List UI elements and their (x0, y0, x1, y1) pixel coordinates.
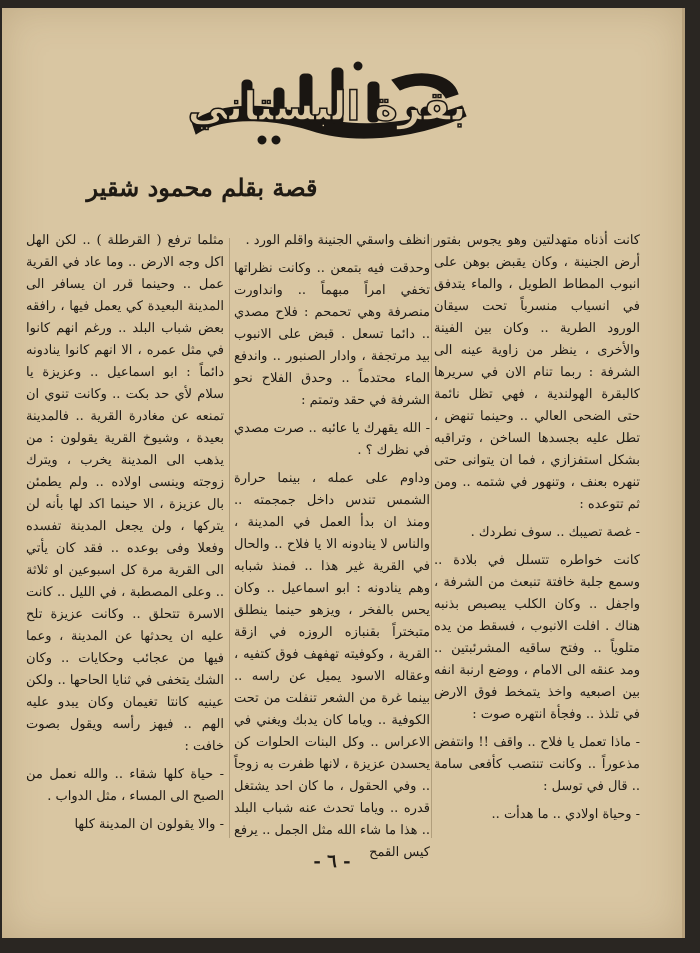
paragraph: وحدقت فيه بتمعن .. وكانت نظراتها تخفي امراً مبهماً .. وانداورت منصرفة وهي تحمحم : فلاح مصدي .. دائما تسعل . قبض على الانبوب بيد مرتجفة ، وادار الصنبور .. واندفع الماء محتدماً .. وحدق الفلاح نحو الشرفة في حقد وتمتم : (234, 261, 430, 408)
paragraph: - ماذا تعمل يا فلاح .. واقف !! وانتفض مذعوراً .. وكانت تنتصب كأفعى سامة .. قال في توسل : (434, 735, 640, 794)
text-column-left (26, 230, 224, 845)
paragraph: مثلما ترفع ( القرطلة ) .. لكن الهل اكل وجه الارض .. وما عاد في القرية عمل .. وحينما قرر ان يسافر الى المدينة البعيدة كي يعمل فيها ، رافقه بعض شباب البلد .. ورغم انهم كانوا في مثل عمره ، الا انهم كانوا ينادونه دائماً : ابو اسماعيل .. وعزيزة يا سلام لأي حد بكت .. وكانت تنوي ان تمنعه عن مغادرة القرية .. فالمدينة بعيدة ، وشيوخ القرية يقولون : من يذهب الى المدينة يخرب ، ويترك زوجته وينسى اولاده .. ولم يطمئن بال عزيزة ، الا حينما اكد لها بأنه لن يتركها ، ولن يجعل المدينة تفسده وفعلا وفى بوعده .. فقد كان يأتي الى القرية مرة كل اسبوعين او ثلاثة .. وعلى المصطبة ، في الليل .. كانت الاسرة تتحلق .. وكانت عزيزة تلح عليه ان يحدثها عن المدينة ، وعما فيها من عجائب وحكايات .. وكان الشك يتخفى في ثنايا الحاحها .. ولكن عينيه كانتا تغيمان وكان يبدو عليه الهم .. فيهز رأسه ويقول بصوت خافت : (26, 233, 224, 754)
paragraph: - والا يقولون ان المدينة كلها (74, 817, 224, 832)
author-line: قصة بقلم محمود شقير (86, 173, 318, 202)
column-divider (431, 238, 432, 838)
story-title-calligraphy (182, 60, 472, 150)
paragraph: انظف واسقي الجنينة واقلم الورد . (245, 233, 430, 248)
paragraph: وداوم على عمله ، بينما حرارة الشمس تندس داخل جمجمته .. ومنذ ان بدأ العمل في المدينة ، والناس لا ينادونه الا يا فلاح .. والحال في القرية غير هذا .. فمنذ شبابه وهم ينادونه : ابو اسماعيل .. وكان يحس بالفخر ، ويزهو حينما ينطلق متبختراً بقنبازه الروزه في ازقة القرية ، وكوفيته تهفهف فوق كتفيه ، وعقاله الاسود يميل عن راسه .. بينما غرة من الشعر تنفلت من تحت الكوفية .. وياما كان يدبك ويغني في الاعراس .. وكل البنات الحلوات كن يحسدن عزيزة ، لانها ظفرت به زوجاً .. وفي الحقول ، ما كان احد يشتغل قدره .. وياما تحدث عنه شباب البلد .. هذا ما شاء الله مثل الجمل .. يرفع كيس القمح (234, 471, 430, 860)
paragraph: - وحياة اولادي .. ما هدأت .. (491, 807, 640, 822)
text-column-middle (234, 230, 430, 860)
story-title-text: بقرة البستاني (187, 84, 467, 130)
paragraph: - الله يقهرك يا عائبه .. صرت مصدي في نظرك ؟ . (234, 421, 430, 458)
paragraph: - غصة تصيبك .. سوف نطردك . (470, 525, 640, 540)
magazine-page (2, 8, 685, 938)
paragraph: - حياة كلها شقاء .. والله نعمل من الصبح الى المساء ، مثل الدواب . (26, 767, 224, 804)
column-divider (229, 238, 230, 838)
text-column-right (434, 230, 640, 845)
paragraph: كانت أذناه متهدلتين وهو يجوس بفتور أرض الجنينة ، وكان يقبض بوهن على انبوب المطاط الطويل ، والماء يتدفق في انسياب منسرباً تحت سيقان الورود الطرية .. وكان بين الفينة والأخرى ، ينظر من زاوية عينه الى الشرفة : ربما تنام الان في سريرها كالبقرة الهولندية ، فهي تظل نائمة حتى الضحى العالي .. وحينما تنهض ، تطل عليه بجسدها الساخن ، وتراقبه بشكل استفزازي ، فما ان يتوانى حتى تنهره بعنف ، وتنهور في شتمه .. ومن ثم تتوعده : (434, 233, 640, 512)
paragraph: كانت خواطره تتسلل في بلادة .. وسمع جلبة خافتة تنبعث من الشرفة ، واجفل .. وكان الكلب يبصبص بذنبه هناك . افلت الانبوب ، فسقط من يده متلوياً .. وفتح ساقيه المشرئبتين .. ومد عنقه الى الامام ، ووضع ارنبة انفه بين اصبعيه واخذ يتمخط فوق الارض في تلذذ .. وفجأة انتهره صوت : (434, 553, 640, 722)
page-number: - ٦ - (313, 851, 351, 872)
